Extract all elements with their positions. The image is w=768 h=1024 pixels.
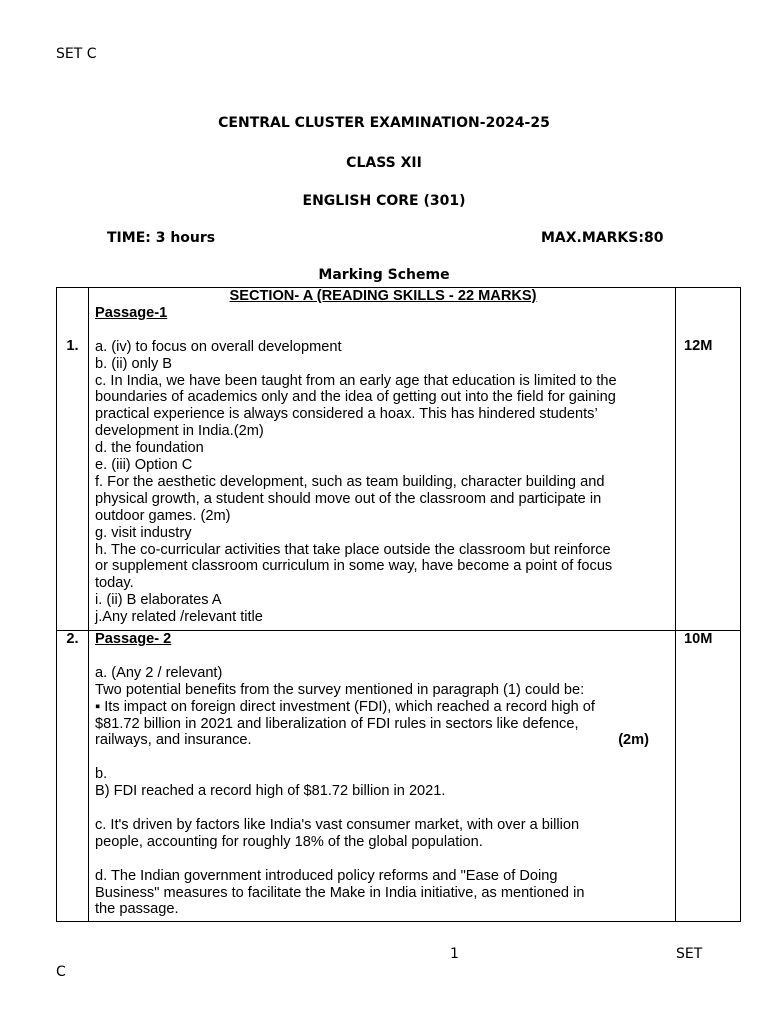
answer-cell (89, 631, 676, 922)
answer-a-lines (95, 682, 671, 733)
answer-line: or supplement classroom curriculum in some way, have become a point of focus (95, 558, 613, 575)
answer-line: d. the foundation (95, 440, 204, 457)
set-label: SET C (56, 46, 97, 62)
answer-a-last-text: railways, and insurance. (95, 732, 252, 749)
answer-b-head: b. (95, 766, 108, 783)
answer-line: $81.72 billion in 2021 and liberalization of FDI rules in sectors like defence, (95, 715, 579, 732)
footer-set-label: SET (676, 946, 703, 962)
passage-title: Passage-1 (95, 304, 168, 321)
marks-cell (676, 288, 741, 631)
question-number: 2. (66, 631, 79, 647)
subject-label: ENGLISH CORE (301) (302, 193, 466, 209)
answer-line: d. The Indian government introduced policy reforms and "Ease of Doing (95, 867, 558, 884)
marks-value: 12M (684, 338, 713, 354)
max-marks-label: MAX.MARKS:80 (541, 230, 664, 246)
answer-lines (95, 339, 671, 626)
question-number-cell (57, 288, 89, 631)
question-row-1 (57, 288, 741, 631)
answer-line: a. (iv) to focus on overall development (95, 338, 342, 355)
answer-a-marks: (2m) (618, 732, 649, 749)
marks-value: 10M (684, 631, 713, 647)
answer-line: development in India.(2m) (95, 423, 264, 440)
answer-line: c. In India, we have been taught from an early age that education is limited to the (95, 372, 617, 389)
answer-line: h. The co-curricular activities that take place outside the classroom but reinforce (95, 541, 611, 558)
answer-line: physical growth, a student should move out of the classroom and participate in (95, 490, 602, 507)
answer-line: practical experience is always considered a hoax. This has hindered students’ (95, 406, 598, 423)
answer-a-head: a. (Any 2 / relevant) (95, 664, 223, 681)
question-row-2 (57, 631, 741, 922)
section-title: SECTION- A (READING SKILLS - 22 MARKS) (229, 288, 537, 304)
time-label: TIME: 3 hours (107, 230, 216, 246)
exam-title: CENTRAL CLUSTER EXAMINATION-2024-25 (218, 115, 550, 131)
answer-line: j.Any related /relevant title (95, 609, 263, 626)
answer-line: ▪ Its impact on foreign direct investment (FDI), which reached a record high of (95, 698, 595, 715)
answer-a-last (95, 732, 671, 749)
passage-title: Passage- 2 (95, 631, 172, 647)
answer-line: e. (iii) Option C (95, 457, 193, 474)
answer-line: i. (ii) B elaborates A (95, 592, 222, 609)
answer-line: f. For the aesthetic development, such as team building, character building and (95, 473, 605, 490)
answer-d-lines (95, 868, 671, 919)
answer-line: Business" measures to facilitate the Make in India initiative, as mentioned in (95, 884, 585, 901)
question-number-cell (57, 631, 89, 922)
class-label: CLASS XII (346, 155, 422, 171)
marks-cell (676, 631, 741, 922)
answer-line: the passage. (95, 901, 179, 918)
answer-line: b. (ii) only B (95, 355, 173, 372)
answer-line: Two potential benefits from the survey mentioned in paragraph (1) could be: (95, 681, 585, 698)
answer-b-line: B) FDI reached a record high of $81.72 billion in 2021. (95, 783, 446, 800)
answer-line: people, accounting for roughly 18% of the global population. (95, 833, 483, 850)
answer-cell (89, 288, 676, 631)
answer-line: outdoor games. (2m) (95, 507, 231, 524)
answer-line: c. It's driven by factors like India's vast consumer market, with over a billion (95, 816, 580, 833)
answer-line: g. visit industry (95, 524, 192, 541)
page-number: 1 (450, 946, 459, 962)
marking-scheme-title: Marking Scheme (318, 267, 450, 283)
answer-c-lines (95, 817, 671, 851)
marking-scheme-table (56, 287, 741, 922)
answer-line: today. (95, 575, 134, 592)
answer-line: boundaries of academics only and the idea of getting out into the field for gaining (95, 389, 616, 406)
footer-set-letter: C (56, 964, 66, 980)
question-number: 1. (66, 338, 79, 354)
